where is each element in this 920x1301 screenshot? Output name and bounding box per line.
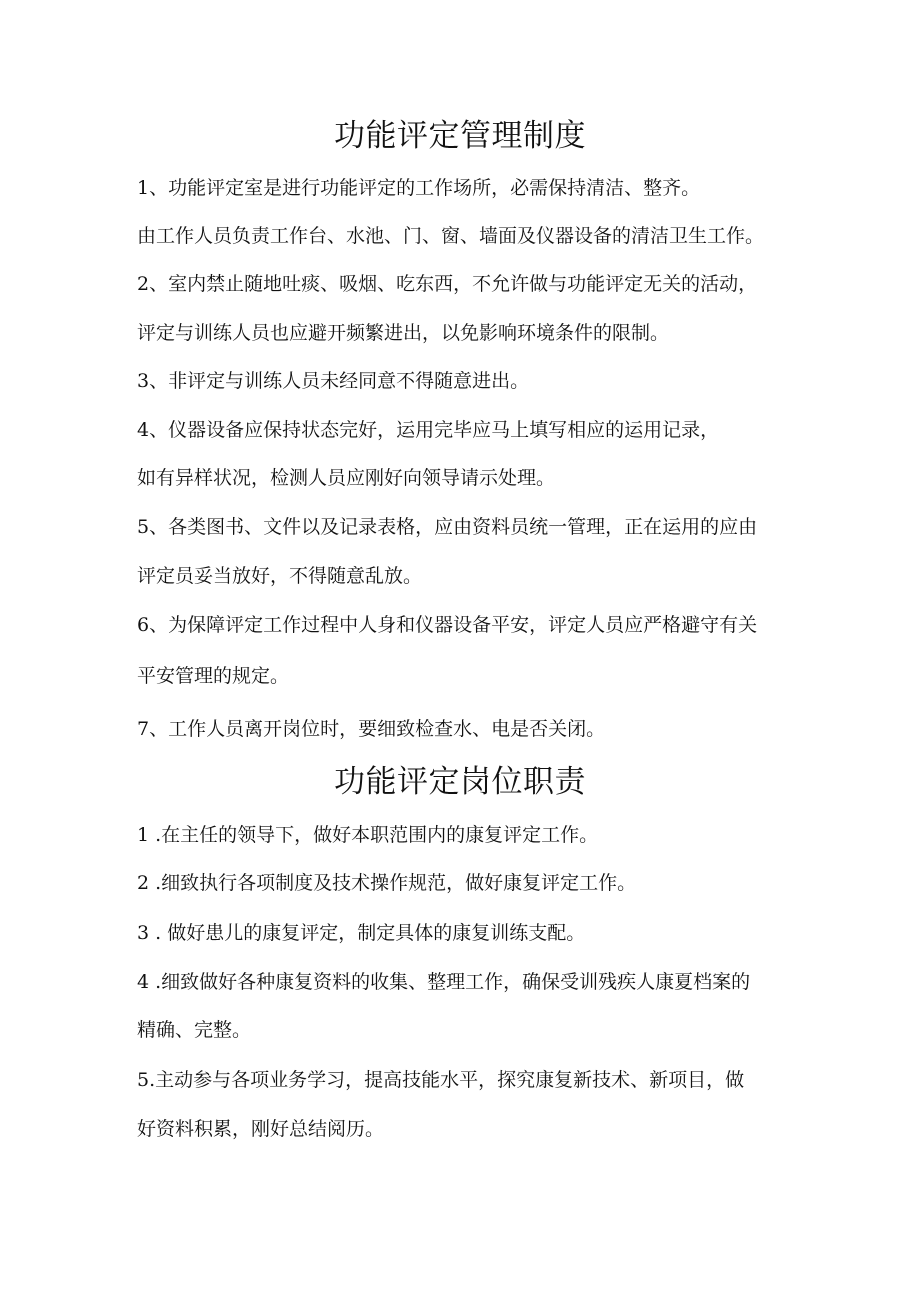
rule-line: 评定员妥当放好，不得随意乱放。 (137, 565, 423, 587)
section-title-management-rules: 功能评定管理制度 (334, 118, 586, 154)
rule-line: 5、各类图书、文件以及记录表格，应由资料员统一管理，正在运用的应由 (137, 516, 758, 538)
rule-line: 1、功能评定室是进行功能评定的工作场所，必需保持清洁、整齐。 (137, 177, 701, 199)
rule-line: 4、仪器设备应保持状态完好，运用完毕应马上填写相应的运用记录， (137, 419, 720, 441)
rule-line: 如有异样状况，检测人员应刚好向领导请示处理。 (137, 467, 556, 489)
rule-line: 6、为保障评定工作过程中人身和仪器设备平安，评定人员应严格避守有关 (137, 614, 758, 636)
duty-line: 好资料积累，刚好总结阅历。 (137, 1118, 385, 1140)
rule-line: 由工作人员负责工作台、水池、门、窗、墙面及仪器设备的清洁卫生工作。 (137, 225, 765, 247)
rule-line: 平安管理的规定。 (137, 665, 290, 687)
duty-line: 1 .在主任的领导下，做好本职范围内的康复评定工作。 (137, 824, 599, 846)
section-title-post-duties: 功能评定岗位职责 (334, 764, 586, 800)
duty-line: 精确、完整。 (137, 1019, 252, 1041)
rule-line: 2、室内禁止随地吐痰、吸烟、吃东西，不允许做与功能评定无关的活动， (137, 273, 758, 295)
duty-line: 5.主动参与各项业务学习，提高技能水平，探究康复新技术、新项目，做 (137, 1069, 745, 1091)
rule-line: 3、非评定与训练人员未经同意不得随意进出。 (137, 370, 530, 392)
duty-line: 4 .细致做好各种康复资料的收集、整理工作，确保受训残疾人康夏档案的 (137, 971, 751, 993)
rule-line: 评定与训练人员也应避开频繁进出，以免影响环境条件的限制。 (137, 322, 670, 344)
rule-line: 7、工作人员离开岗位时，要细致检查水、电是否关闭。 (137, 718, 606, 740)
duty-line: 3 . 做好患儿的康复评定，制定具体的康复训练支配。 (137, 922, 586, 944)
duty-line: 2 .细致执行各项制度及技术操作规范，做好康复评定工作。 (137, 872, 637, 894)
